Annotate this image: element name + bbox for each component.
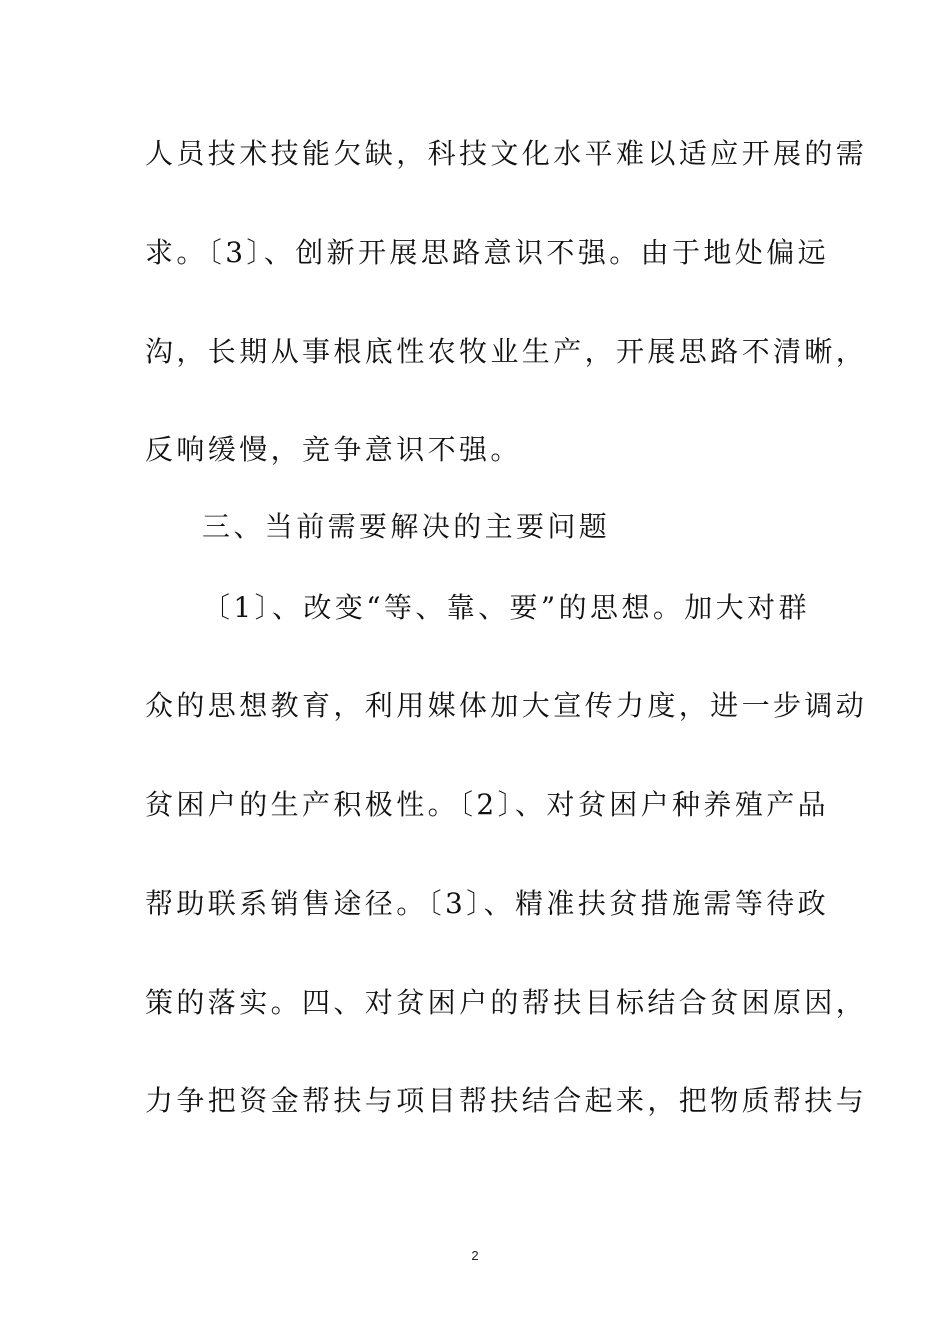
paragraph-line: 〔1〕、改变“等、靠、要”的思想。加大对群 (202, 591, 810, 624)
paragraph-line: 反响缓慢，竞争意识不强。 (145, 433, 522, 466)
section-heading: 三、当前需要解决的主要问题 (202, 510, 611, 543)
paragraph-line: 策的落实。四、对贫困户的帮扶目标结合贫困原因， (145, 986, 868, 1019)
paragraph-line: 帮助联系销售途径。〔3〕、精准扶贫措施需等待政 (145, 887, 830, 920)
paragraph-line: 众的思想教育，利用媒体加大宣传力度，进一步调动 (145, 689, 868, 722)
paragraph-line: 人员技术技能欠缺，科技文化水平难以适应开展的需 (145, 137, 868, 170)
paragraph-line: 沟，长期从事根底性农牧业生产，开展思路不清晰， (145, 335, 868, 368)
paragraph-line: 贫困户的生产积极性。〔2〕、对贫困户种养殖产品 (145, 788, 830, 821)
paragraph-line: 力争把资金帮扶与项目帮扶结合起来，把物质帮扶与 (145, 1084, 868, 1117)
page-number: 2 (471, 1248, 479, 1263)
paragraph-line: 求。〔3〕、创新开展思路意识不强。由于地处偏远 (145, 236, 830, 269)
